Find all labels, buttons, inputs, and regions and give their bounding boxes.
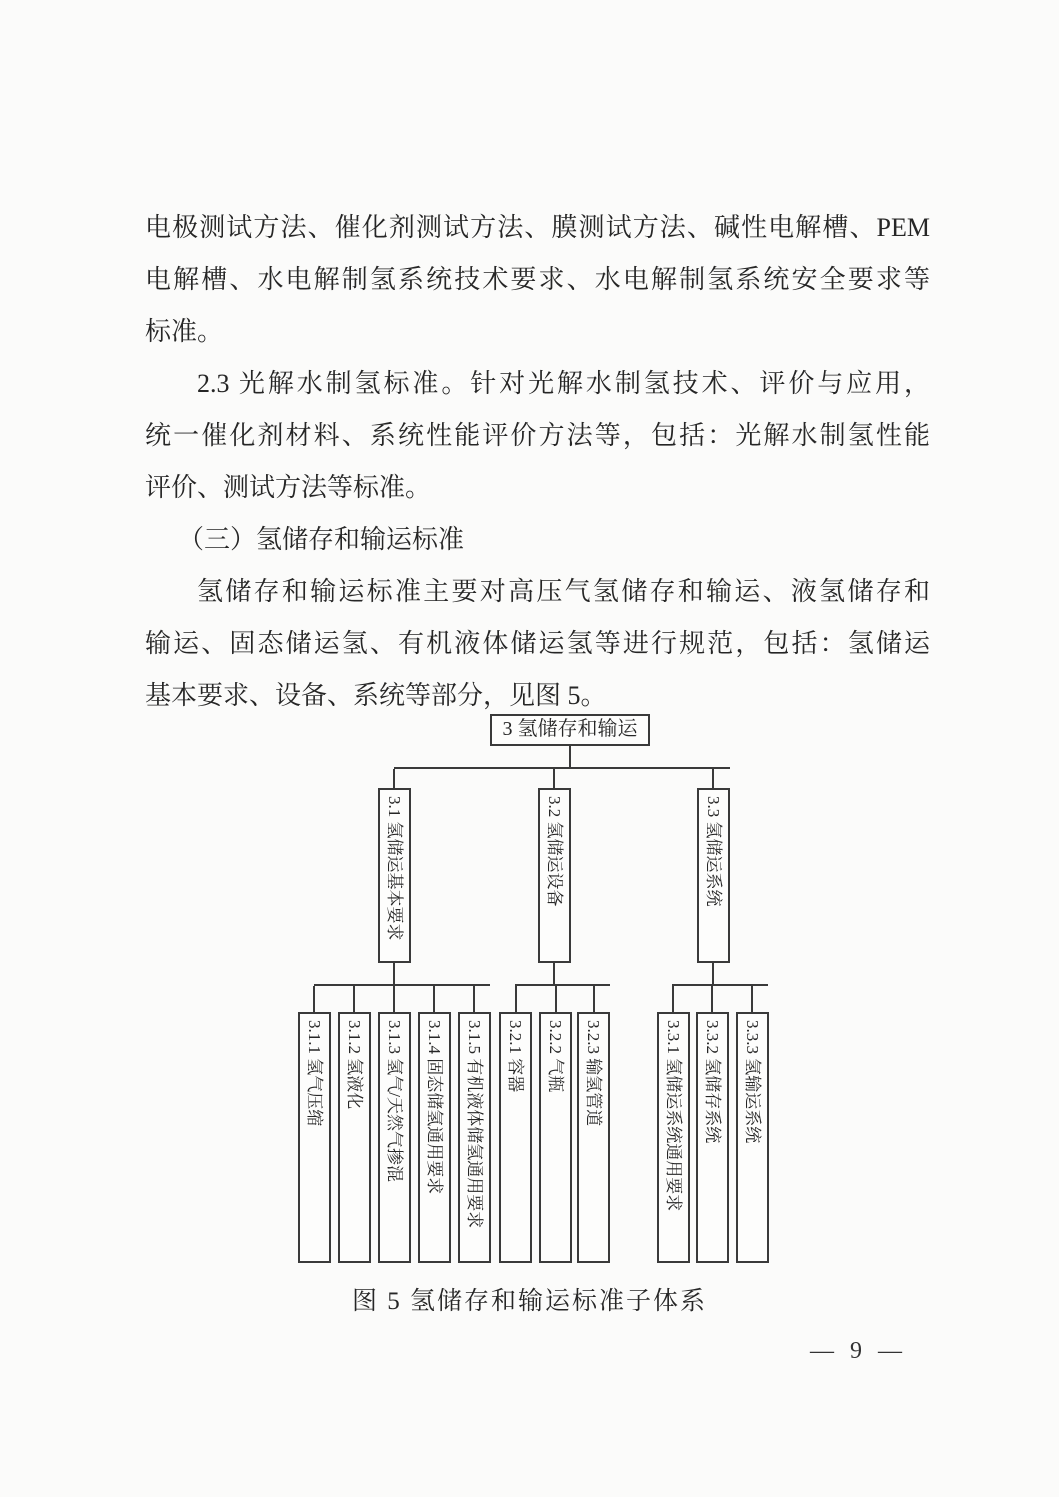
org-chart-leaf-box-3-1-5: 3.1.5 有机液体储氢通用要求 <box>458 1012 491 1263</box>
connector-line <box>553 963 555 985</box>
page-number: — 9 — <box>810 1338 907 1364</box>
org-chart-leaf-box-3-3-1: 3.3.1 氢储运系统通用要求 <box>657 1012 690 1263</box>
body-text-line: 评价、测试方法等标准。 <box>145 473 432 502</box>
connector-line <box>393 769 395 788</box>
connector-line <box>394 767 730 769</box>
org-chart-leaf-box-3-3-2: 3.3.2 氢储存系统 <box>696 1012 729 1263</box>
connector-line <box>672 984 768 986</box>
org-chart-root-box: 3 氢储存和输运 <box>490 714 650 746</box>
body-text-line: 电解槽、水电解制氢系统技术要求、水电解制氢系统安全要求等 <box>145 265 930 294</box>
connector-line <box>353 986 355 1012</box>
org-chart-leaf-box-3-1-4: 3.1.4 固态储氢通用要求 <box>418 1012 451 1263</box>
connector-line <box>712 963 714 985</box>
connector-line <box>555 986 557 1012</box>
body-text-line: 标准。 <box>145 317 224 346</box>
connector-line <box>553 769 555 788</box>
body-text <box>145 202 930 722</box>
body-text-line: 电极测试方法、催化剂测试方法、膜测试方法、碱性电解槽、PEM <box>145 213 930 242</box>
org-chart-leaf-box-3-1-1: 3.1.1 氢气压缩 <box>298 1012 331 1263</box>
body-text-line: 输运、固态储运氢、有机液体储运氢等进行规范，包括：氢储运 <box>145 629 930 658</box>
connector-line <box>711 986 713 1012</box>
org-chart-branch-box-3-2: 3.2 氢储运设备 <box>538 788 571 963</box>
org-chart-branch-box-3-3: 3.3 氢储运系统 <box>697 788 730 963</box>
connector-line <box>433 986 435 1012</box>
connector-line <box>314 984 490 986</box>
org-chart-leaf-box-3-2-3: 3.2.3 输氢管道 <box>577 1012 610 1263</box>
figure-caption: 图 5 氢储存和输运标准子体系 <box>351 1288 707 1315</box>
connector-line <box>515 984 610 986</box>
connector-line <box>473 986 475 1012</box>
connector-line <box>712 769 714 788</box>
connector-line <box>393 986 395 1012</box>
connector-line <box>593 986 595 1012</box>
connector-line <box>393 963 395 985</box>
connector-line <box>515 986 517 1012</box>
connector-line <box>672 986 674 1012</box>
section-heading: （三）氢储存和输运标准 <box>178 525 465 554</box>
body-text-line: 氢储存和输运标准主要对高压气氢储存和输运、液氢储存和 <box>197 577 930 606</box>
connector-line <box>751 986 753 1012</box>
connector-line <box>569 746 571 768</box>
body-text-line: 基本要求、设备、系统等部分，见图 5。 <box>145 681 607 710</box>
body-text-line: 2.3 光解水制氢标准。针对光解水制氢技术、评价与应用， <box>197 369 930 398</box>
org-chart-leaf-box-3-3-3: 3.3.3 氢输运系统 <box>736 1012 769 1263</box>
connector-line <box>313 986 315 1012</box>
body-text-line: 统一催化剂材料、系统性能评价方法等，包括：光解水制氢性能 <box>145 421 930 450</box>
org-chart-branch-box-3-1: 3.1 氢储运基本要求 <box>378 788 411 963</box>
org-chart-leaf-box-3-2-1: 3.2.1 容器 <box>499 1012 532 1263</box>
org-chart-leaf-box-3-2-2: 3.2.2 气瓶 <box>539 1012 572 1263</box>
org-chart-leaf-box-3-1-3: 3.1.3 氢气/天然气掺混 <box>378 1012 411 1263</box>
org-chart-leaf-box-3-1-2: 3.1.2 氢液化 <box>338 1012 371 1263</box>
